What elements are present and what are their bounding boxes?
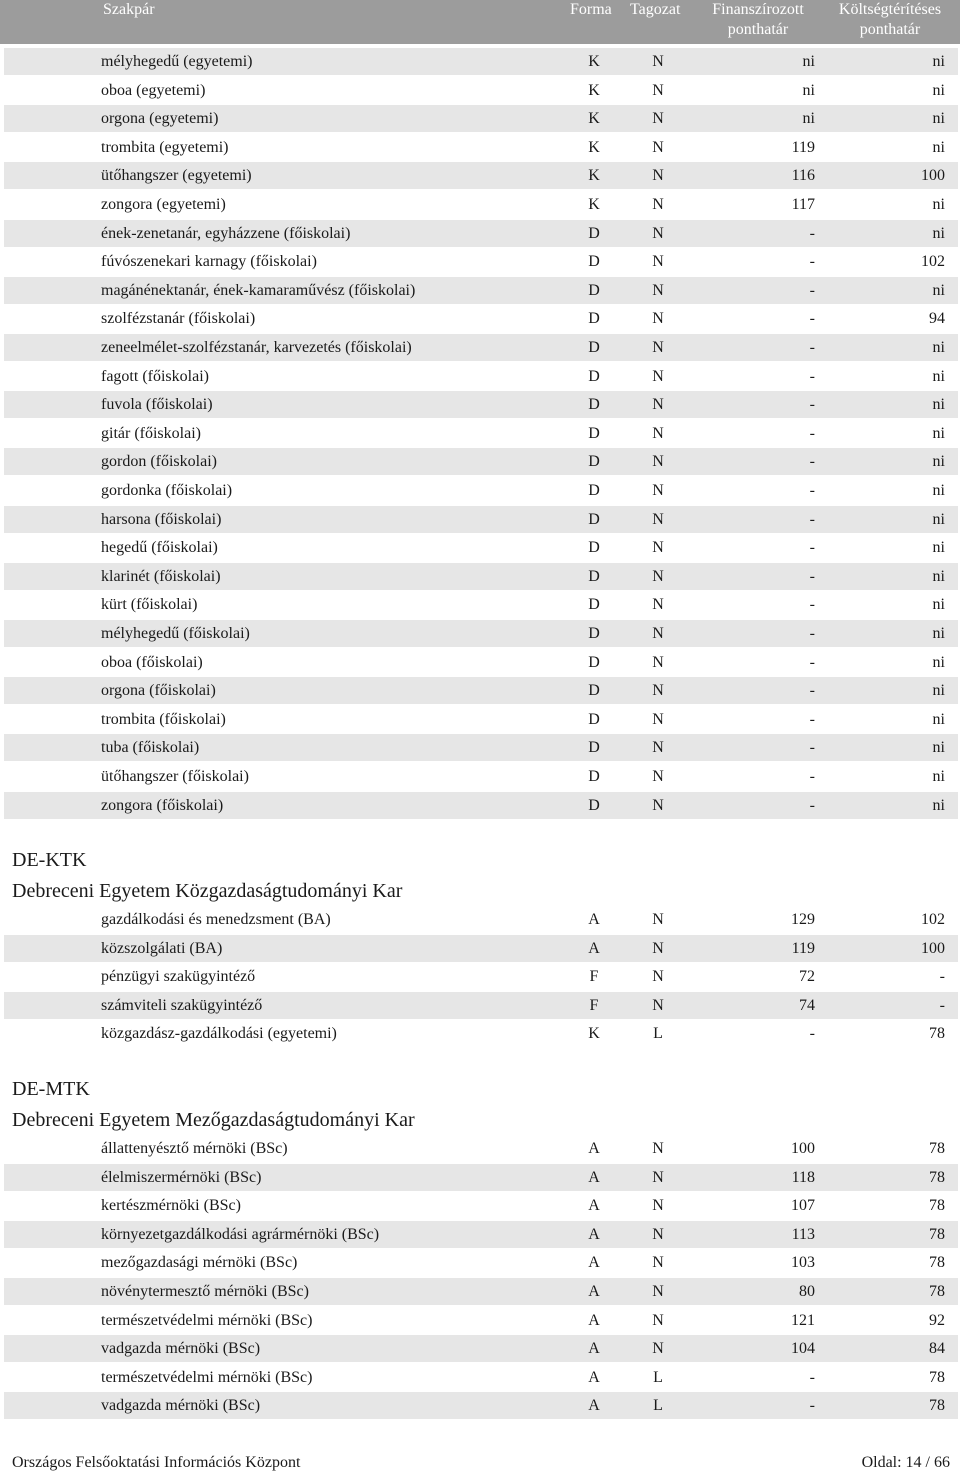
szakpar-cell: fagott (főiskolai) [101, 367, 209, 385]
szakpar-cell: orgona (egyetemi) [101, 110, 219, 128]
koltsegteriteses-ponthatar-cell: ni [932, 768, 945, 785]
finanszirozott-ponthatar-cell: - [809, 567, 815, 585]
szakpar-cell: vadgazda mérnöki (BSc) [101, 1340, 261, 1358]
koltsegteriteses-ponthatar-cell: 78 [929, 1368, 945, 1386]
tagozat-cell: N [652, 653, 664, 671]
table-row [4, 191, 958, 218]
table-row [4, 1164, 958, 1191]
table-row [4, 1249, 958, 1276]
header-koltsegteriteses [834, 0, 946, 40]
table-row [4, 1278, 958, 1305]
szakpar-cell: mélyhegedű (főiskolai) [101, 625, 250, 642]
finanszirozott-ponthatar-cell: - [809, 625, 815, 642]
table-row [4, 935, 958, 962]
koltsegteriteses-ponthatar-cell: 84 [929, 1340, 945, 1358]
table-row [4, 992, 958, 1019]
tagozat-cell: N [652, 110, 664, 128]
table-row [4, 134, 958, 161]
forma-cell: D [588, 339, 600, 356]
koltsegteriteses-ponthatar-cell: ni [932, 510, 945, 528]
tagozat-cell: N [652, 996, 664, 1014]
finanszirozott-ponthatar-cell: ni [802, 110, 815, 128]
koltsegteriteses-ponthatar-cell: ni [932, 138, 945, 156]
forma-cell: D [588, 796, 600, 814]
tagozat-cell: N [652, 281, 664, 299]
koltsegteriteses-ponthatar-cell: 78 [929, 1025, 945, 1043]
forma-cell: K [588, 81, 600, 99]
finanszirozott-ponthatar-cell: - [809, 253, 815, 271]
tagozat-cell: N [652, 682, 664, 700]
tagozat-cell: N [652, 167, 664, 185]
forma-cell: A [588, 1225, 600, 1243]
table-row [4, 677, 958, 704]
forma-cell: K [588, 110, 600, 128]
forma-cell: F [589, 996, 599, 1014]
table-row [4, 649, 958, 676]
tagozat-cell: N [652, 224, 664, 242]
table-row [4, 1135, 958, 1162]
forma-cell: A [588, 911, 600, 928]
szakpar-cell: gordon (főiskolai) [101, 453, 217, 471]
koltsegteriteses-ponthatar-cell: 78 [929, 1283, 945, 1300]
forma-cell: D [588, 310, 600, 328]
koltsegteriteses-ponthatar-cell: ni [932, 625, 945, 642]
finanszirozott-ponthatar-cell: - [809, 539, 815, 557]
finanszirozott-ponthatar-cell: - [809, 1368, 815, 1386]
tagozat-cell: N [652, 968, 664, 986]
finanszirozott-ponthatar-cell: 116 [791, 167, 815, 185]
forma-cell: A [588, 939, 600, 957]
finanszirozott-ponthatar-cell: - [809, 653, 815, 671]
table-row [4, 420, 958, 447]
koltsegteriteses-ponthatar-cell: ni [932, 682, 945, 700]
koltsegteriteses-ponthatar-cell: 78 [929, 1397, 945, 1415]
table-row [4, 162, 958, 189]
table-row [4, 906, 958, 933]
forma-cell: D [588, 424, 600, 442]
finanszirozott-ponthatar-cell: 119 [791, 138, 815, 156]
tagozat-cell: N [652, 1283, 664, 1300]
header-koltsegteriteses-line2: ponthatár [859, 21, 921, 38]
tagozat-cell: N [652, 911, 664, 928]
koltsegteriteses-ponthatar-cell: 94 [929, 310, 945, 328]
koltsegteriteses-ponthatar-cell: ni [932, 653, 945, 671]
forma-cell: D [588, 682, 600, 700]
tagozat-cell: L [653, 1025, 663, 1043]
table-row [4, 591, 958, 618]
table-row [4, 734, 958, 761]
szakpar-cell: közszolgálati (BA) [101, 939, 223, 957]
koltsegteriteses-ponthatar-cell: ni [932, 739, 945, 757]
table-row [4, 563, 958, 590]
szakpar-cell: trombita (egyetemi) [101, 138, 229, 156]
szakpar-cell: trombita (főiskolai) [101, 710, 226, 728]
forma-cell: K [588, 1025, 600, 1043]
tagozat-cell: N [652, 1340, 664, 1358]
tagozat-cell: N [652, 710, 664, 728]
tagozat-cell: N [652, 196, 664, 213]
finanszirozott-ponthatar-cell: - [809, 710, 815, 728]
koltsegteriteses-ponthatar-cell: ni [932, 482, 945, 499]
tagozat-cell: N [652, 1254, 664, 1272]
table-row [4, 391, 958, 418]
szakpar-cell: ének-zenetanár, egyházzene (főiskolai) [101, 224, 351, 242]
table-row [4, 448, 958, 475]
szakpar-cell: ütőhangszer (egyetemi) [101, 167, 252, 185]
table-row [4, 534, 958, 561]
finanszirozott-ponthatar-cell: 80 [799, 1283, 815, 1300]
table-row [4, 1364, 958, 1391]
szakpar-cell: klarinét (főiskolai) [101, 567, 221, 585]
tagozat-cell: N [652, 482, 664, 499]
table-row [4, 1020, 958, 1047]
table-row [4, 77, 958, 104]
szakpar-cell: mezőgazdasági mérnöki (BSc) [101, 1254, 298, 1272]
forma-cell: A [588, 1397, 600, 1415]
finanszirozott-ponthatar-cell: - [809, 1025, 815, 1043]
koltsegteriteses-ponthatar-cell: ni [932, 367, 945, 385]
table-row [4, 48, 958, 75]
koltsegteriteses-ponthatar-cell: ni [932, 81, 945, 99]
header-tagozat: Tagozat [630, 1, 681, 18]
szakpar-cell: pénzügyi szakügyintéző [101, 968, 256, 986]
tagozat-cell: N [652, 510, 664, 528]
tagozat-cell: N [652, 1311, 664, 1329]
forma-cell: D [588, 539, 600, 557]
table-row [4, 963, 958, 990]
finanszirozott-ponthatar-cell: - [809, 424, 815, 442]
tagozat-cell: L [653, 1397, 663, 1415]
forma-cell: A [588, 1254, 600, 1272]
table-row [4, 334, 958, 361]
koltsegteriteses-ponthatar-cell: 78 [929, 1140, 945, 1157]
forma-cell: D [588, 653, 600, 671]
finanszirozott-ponthatar-cell: 74 [799, 996, 815, 1014]
tagozat-cell: N [652, 768, 664, 785]
szakpar-cell: gazdálkodási és menedzsment (BA) [101, 911, 331, 928]
koltsegteriteses-ponthatar-cell: 78 [929, 1197, 945, 1215]
koltsegteriteses-ponthatar-cell: ni [932, 339, 945, 356]
szakpar-cell: környezetgazdálkodási agrármérnöki (BSc) [101, 1225, 380, 1243]
forma-cell: A [588, 1311, 600, 1329]
header-finanszirozott-line1: Finanszírozott [712, 1, 804, 18]
tagozat-cell: N [652, 1197, 664, 1215]
tagozat-cell: N [652, 539, 664, 557]
forma-cell: D [588, 596, 600, 614]
forma-cell: D [588, 453, 600, 471]
finanszirozott-ponthatar-cell: 121 [791, 1311, 815, 1329]
finanszirozott-ponthatar-cell: 107 [791, 1197, 815, 1215]
szakpar-cell: növénytermesztő mérnöki (BSc) [101, 1283, 309, 1300]
szakpar-cell: állattenyésztő mérnöki (BSc) [101, 1140, 288, 1157]
koltsegteriteses-ponthatar-cell: - [939, 968, 945, 986]
tagozat-cell: N [652, 567, 664, 585]
finanszirozott-ponthatar-cell: - [809, 1397, 815, 1415]
forma-cell: D [588, 482, 600, 499]
tagozat-cell: N [652, 739, 664, 757]
forma-cell: A [588, 1283, 600, 1300]
table-row [4, 620, 958, 647]
forma-cell: D [588, 396, 600, 414]
forma-cell: A [588, 1168, 600, 1186]
forma-cell: F [589, 968, 599, 986]
tagozat-cell: N [652, 1168, 664, 1186]
header-koltsegteriteses-line1: Költségtérítéses [838, 1, 942, 18]
table-header [0, 0, 960, 44]
koltsegteriteses-ponthatar-cell: ni [932, 710, 945, 728]
tagozat-cell: N [652, 1225, 664, 1243]
finanszirozott-ponthatar-cell: 129 [791, 911, 815, 928]
szakpar-cell: mélyhegedű (egyetemi) [101, 53, 253, 70]
koltsegteriteses-ponthatar-cell: ni [932, 110, 945, 128]
finanszirozott-ponthatar-cell: 104 [791, 1340, 815, 1358]
header-forma: Forma [570, 1, 612, 18]
forma-cell: A [588, 1340, 600, 1358]
finanszirozott-ponthatar-cell: - [809, 453, 815, 471]
finanszirozott-ponthatar-cell: - [809, 482, 815, 499]
table-row [4, 792, 958, 819]
tagozat-cell: N [652, 625, 664, 642]
table-row [4, 220, 958, 247]
forma-cell: D [588, 510, 600, 528]
finanszirozott-ponthatar-cell: - [809, 339, 815, 356]
table-row [4, 1307, 958, 1334]
table-row [4, 277, 958, 304]
tagozat-cell: N [652, 253, 664, 271]
finanszirozott-ponthatar-cell: 103 [791, 1254, 815, 1272]
koltsegteriteses-ponthatar-cell: ni [932, 53, 945, 70]
table-row [4, 305, 958, 332]
finanszirozott-ponthatar-cell: - [809, 396, 815, 414]
finanszirozott-ponthatar-cell: - [809, 224, 815, 242]
finanszirozott-ponthatar-cell: - [809, 768, 815, 785]
koltsegteriteses-ponthatar-cell: ni [932, 396, 945, 414]
forma-cell: A [588, 1368, 600, 1386]
koltsegteriteses-ponthatar-cell: ni [932, 424, 945, 442]
szakpar-cell: fúvószenekari karnagy (főiskolai) [101, 253, 317, 271]
koltsegteriteses-ponthatar-cell: 78 [929, 1254, 945, 1272]
koltsegteriteses-ponthatar-cell: ni [932, 224, 945, 242]
tagozat-cell: N [652, 939, 664, 957]
koltsegteriteses-ponthatar-cell: 100 [921, 167, 945, 185]
koltsegteriteses-ponthatar-cell: ni [932, 596, 945, 614]
forma-cell: D [588, 253, 600, 271]
footer-organization: Országos Felsőoktatási Információs Központ [12, 1454, 301, 1471]
szakpar-cell: kürt (főiskolai) [101, 596, 198, 614]
finanszirozott-ponthatar-cell: 72 [799, 968, 815, 986]
szakpar-cell: oboa (egyetemi) [101, 81, 206, 99]
finanszirozott-ponthatar-cell: - [809, 281, 815, 299]
szakpar-cell: hegedű (főiskolai) [101, 539, 218, 557]
forma-cell: D [588, 710, 600, 728]
table-row [4, 1221, 958, 1248]
faculty-name: Debreceni Egyetem Közgazdaságtudományi Kar [12, 880, 403, 902]
table-row [4, 1335, 958, 1362]
table-row [4, 248, 958, 275]
table-row [4, 763, 958, 790]
koltsegteriteses-ponthatar-cell: 102 [921, 911, 945, 928]
szakpar-cell: zongora (egyetemi) [101, 196, 226, 213]
tagozat-cell: N [652, 1140, 664, 1157]
finanszirozott-ponthatar-cell: 119 [791, 939, 815, 957]
szakpar-cell: gordonka (főiskolai) [101, 482, 233, 499]
tagozat-cell: N [652, 424, 664, 442]
forma-cell: A [588, 1197, 600, 1215]
header-finanszirozott [706, 0, 810, 40]
table-row [4, 506, 958, 533]
koltsegteriteses-ponthatar-cell: 102 [921, 253, 945, 271]
koltsegteriteses-ponthatar-cell: ni [932, 281, 945, 299]
szakpar-cell: számviteli szakügyintéző [101, 996, 263, 1014]
tagozat-cell: N [652, 596, 664, 614]
szakpar-cell: harsona (főiskolai) [101, 510, 222, 528]
forma-cell: D [588, 367, 600, 385]
szakpar-cell: gitár (főiskolai) [101, 424, 201, 442]
finanszirozott-ponthatar-cell: - [809, 367, 815, 385]
koltsegteriteses-ponthatar-cell: ni [932, 567, 945, 585]
szakpar-cell: tuba (főiskolai) [101, 739, 200, 757]
finanszirozott-ponthatar-cell: - [809, 596, 815, 614]
tagozat-cell: N [652, 339, 664, 356]
finanszirozott-ponthatar-cell: - [809, 796, 815, 814]
finanszirozott-ponthatar-cell: 113 [791, 1225, 815, 1243]
szakpar-cell: élelmiszermérnöki (BSc) [101, 1168, 262, 1186]
szakpar-cell: magánénektanár, ének-kamaraművész (főiskolai) [101, 281, 416, 299]
table-row [4, 477, 958, 504]
forma-cell: D [588, 625, 600, 642]
forma-cell: D [588, 739, 600, 757]
szakpar-cell: közgazdász-gazdálkodási (egyetemi) [101, 1025, 337, 1043]
forma-cell: K [588, 167, 600, 185]
koltsegteriteses-ponthatar-cell: 92 [929, 1311, 945, 1329]
finanszirozott-ponthatar-cell: - [809, 682, 815, 700]
forma-cell: D [588, 224, 600, 242]
koltsegteriteses-ponthatar-cell: 78 [929, 1168, 945, 1186]
finanszirozott-ponthatar-cell: - [809, 310, 815, 328]
tagozat-cell: N [652, 396, 664, 414]
szakpar-cell: oboa (főiskolai) [101, 653, 203, 671]
forma-cell: A [588, 1140, 600, 1157]
tagozat-cell: N [652, 367, 664, 385]
finanszirozott-ponthatar-cell: ni [802, 53, 815, 70]
table-row [4, 706, 958, 733]
table-row [4, 105, 958, 132]
szakpar-cell: zongora (főiskolai) [101, 796, 224, 814]
forma-cell: D [588, 281, 600, 299]
koltsegteriteses-ponthatar-cell: ni [932, 539, 945, 557]
forma-cell: D [588, 768, 600, 785]
table-row [4, 1192, 958, 1219]
footer-page-number: Oldal: 14 / 66 [861, 1454, 950, 1471]
finanszirozott-ponthatar-cell: ni [802, 81, 815, 99]
szakpar-cell: orgona (főiskolai) [101, 682, 216, 700]
finanszirozott-ponthatar-cell: 117 [791, 196, 815, 213]
forma-cell: K [588, 138, 600, 156]
forma-cell: D [588, 567, 600, 585]
szakpar-cell: ütőhangszer (főiskolai) [101, 768, 249, 785]
koltsegteriteses-ponthatar-cell: 78 [929, 1225, 945, 1243]
forma-cell: K [588, 53, 600, 70]
szakpar-cell: szolfézstanár (főiskolai) [101, 310, 256, 328]
tagozat-cell: N [652, 310, 664, 328]
tagozat-cell: L [653, 1368, 663, 1386]
koltsegteriteses-ponthatar-cell: 100 [921, 939, 945, 957]
faculty-code: DE-MTK [12, 1078, 90, 1100]
szakpar-cell: kertészmérnöki (BSc) [101, 1197, 241, 1215]
koltsegteriteses-ponthatar-cell: ni [932, 796, 945, 814]
faculty-code: DE-KTK [12, 849, 87, 871]
tagozat-cell: N [652, 796, 664, 814]
szakpar-cell: természetvédelmi mérnöki (BSc) [101, 1311, 313, 1329]
page-footer [0, 1448, 960, 1473]
finanszirozott-ponthatar-cell: - [809, 510, 815, 528]
koltsegteriteses-ponthatar-cell: ni [932, 453, 945, 471]
header-finanszirozott-line2: ponthatár [727, 21, 789, 38]
szakpar-cell: zeneelmélet-szolfézstanár, karvezetés (főiskolai) [101, 339, 412, 356]
header-szakpar: Szakpár [103, 1, 155, 18]
tagozat-cell: N [652, 81, 664, 99]
faculty-name: Debreceni Egyetem Mezőgazdaságtudományi Kar [12, 1109, 415, 1131]
tagozat-cell: N [652, 453, 664, 471]
table-row [4, 363, 958, 390]
szakpar-cell: vadgazda mérnöki (BSc) [101, 1397, 261, 1415]
tagozat-cell: N [652, 53, 664, 70]
koltsegteriteses-ponthatar-cell: - [939, 996, 945, 1014]
finanszirozott-ponthatar-cell: 118 [791, 1168, 815, 1186]
koltsegteriteses-ponthatar-cell: ni [932, 196, 945, 213]
finanszirozott-ponthatar-cell: - [809, 739, 815, 757]
table-row [4, 1392, 958, 1419]
szakpar-cell: fuvola (főiskolai) [101, 396, 213, 414]
szakpar-cell: természetvédelmi mérnöki (BSc) [101, 1368, 313, 1386]
finanszirozott-ponthatar-cell: 100 [791, 1140, 815, 1157]
forma-cell: K [588, 196, 600, 213]
tagozat-cell: N [652, 138, 664, 156]
